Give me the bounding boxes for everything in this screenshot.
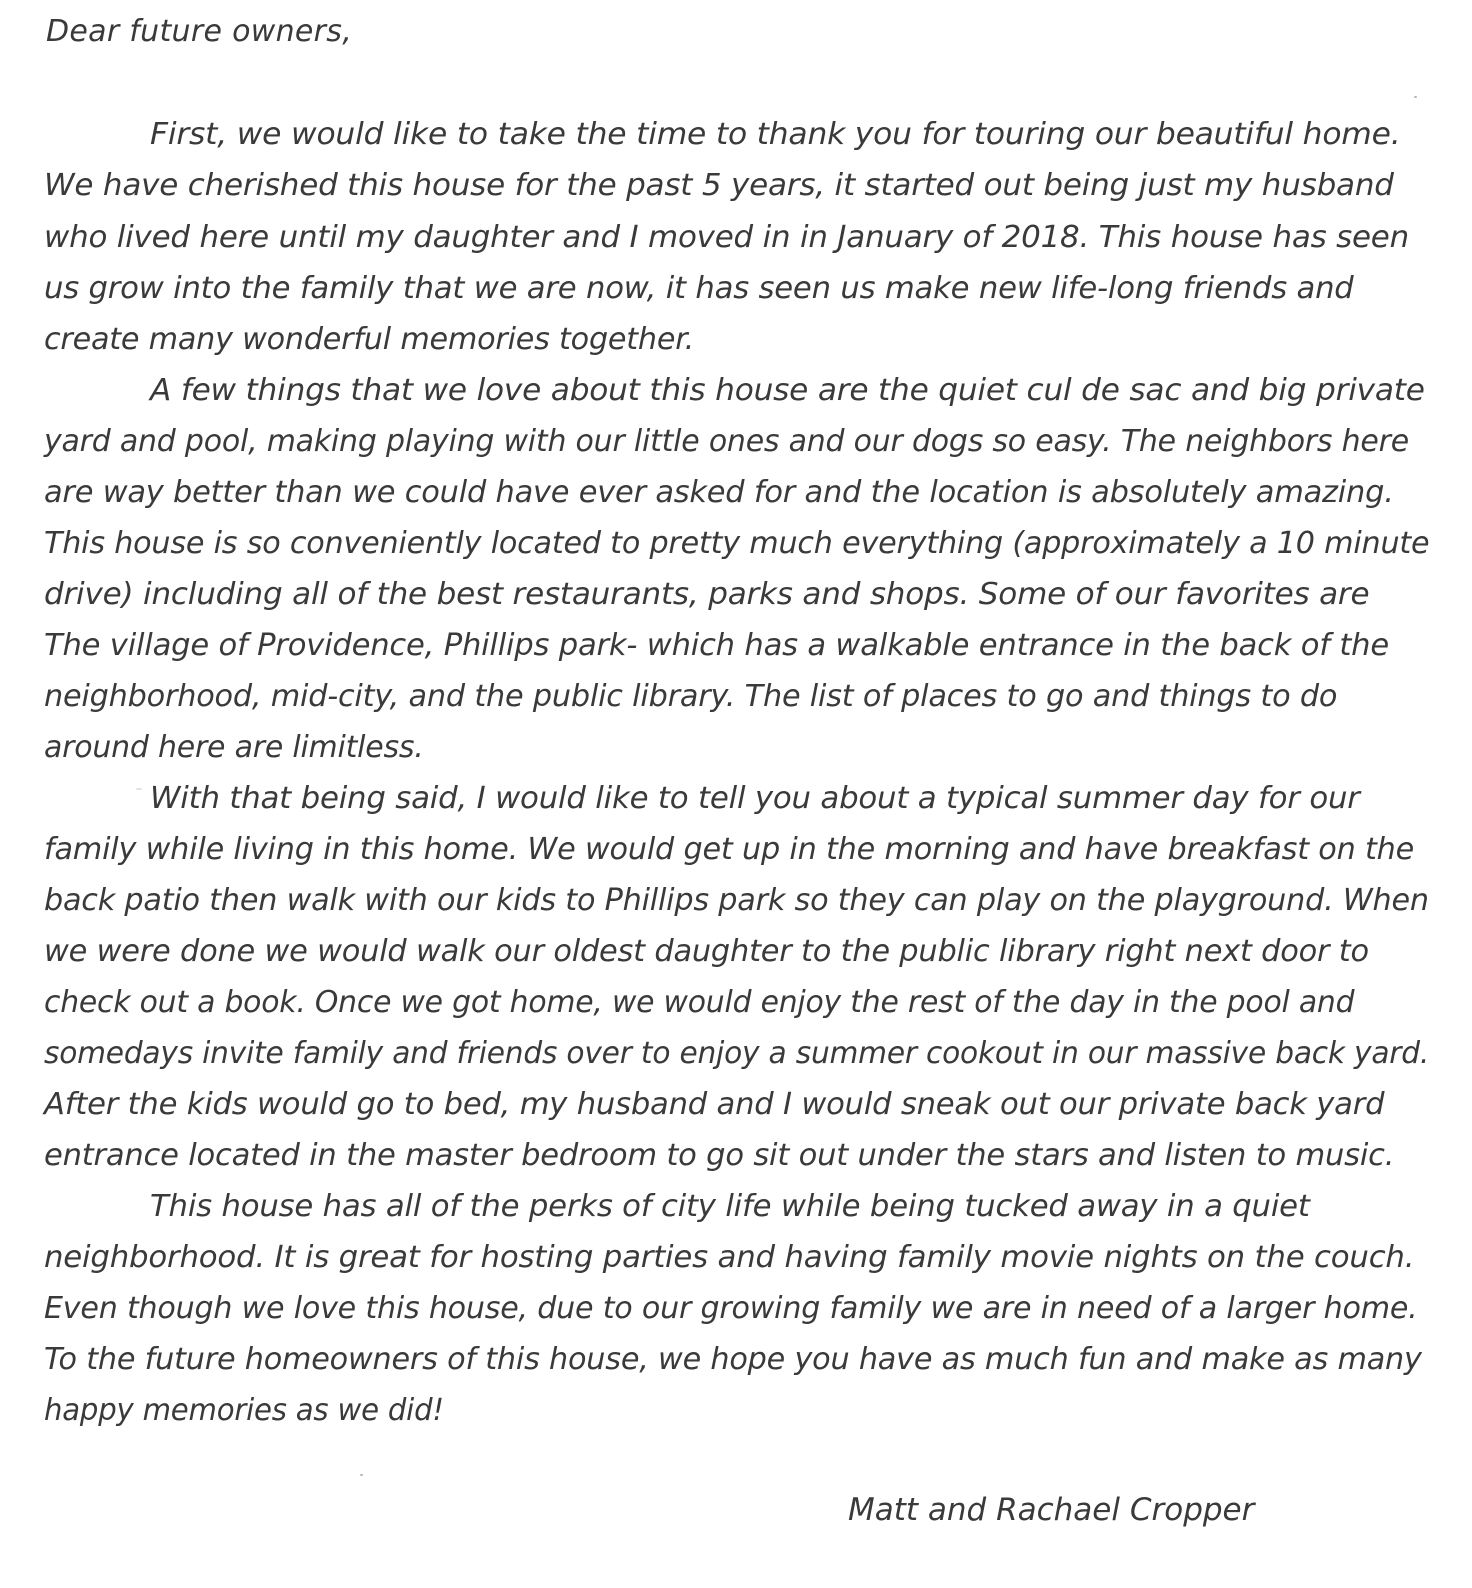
- letter-line: This house is so conveniently located to pretty much everything (approximately a 10 minute: [44, 526, 1430, 561]
- letter-line: To the future homeowners of this house, we hope you have as much fun and make as many: [44, 1342, 1422, 1377]
- letter-line: The village of Providence, Phillips park- which has a walkable entrance in the back of the: [44, 628, 1389, 663]
- letter-line: happy memories as we did!: [44, 1393, 444, 1428]
- letter-signature: Matt and Rachael Cropper: [848, 1492, 1255, 1528]
- letter-line: A few things that we love about this house are the quiet cul de sac and big private: [150, 373, 1425, 408]
- letter-line: back patio then walk with our kids to Phillips park so they can play on the playground. When: [44, 883, 1429, 918]
- paper-speck: [360, 1474, 363, 1476]
- letter-line: around here are limitless.: [44, 730, 424, 765]
- letter-line: create many wonderful memories together.: [44, 322, 695, 357]
- letter-line: neighborhood, mid-city, and the public library. The list of places to go and things to do: [44, 679, 1338, 714]
- letter-line: us grow into the family that we are now, it has seen us make new life-long friends and: [44, 271, 1354, 306]
- paper-speck: [136, 788, 142, 790]
- letter-line: neighborhood. It is great for hosting parties and having family movie nights on the couch.: [44, 1240, 1415, 1275]
- letter-salutation: Dear future owners,: [46, 14, 353, 49]
- letter-line: who lived here until my daughter and I moved in in January of 2018. This house has seen: [44, 220, 1409, 255]
- paper-speck: [1414, 96, 1417, 98]
- letter-line: drive) including all of the best restaurants, parks and shops. Some of our favorites are: [44, 577, 1370, 612]
- letter-line: entrance located in the master bedroom to go sit out under the stars and listen to music.: [44, 1138, 1395, 1173]
- letter-line: family while living in this home. We would get up in the morning and have breakfast on the: [44, 832, 1415, 867]
- letter-line: We have cherished this house for the past 5 years, it started out being just my husband: [44, 168, 1394, 203]
- letter-line: somedays invite family and friends over to enjoy a summer cookout in our massive back yard.: [44, 1036, 1430, 1071]
- letter-line: yard and pool, making playing with our little ones and our dogs so easy. The neighbors here: [44, 424, 1409, 459]
- letter-line: This house has all of the perks of city life while being tucked away in a quiet: [150, 1189, 1310, 1224]
- letter-line: With that being said, I would like to tell you about a typical summer day for our: [150, 781, 1360, 816]
- letter-line: First, we would like to take the time to thank you for touring our beautiful home.: [150, 117, 1401, 152]
- letter-line: we were done we would walk our oldest daughter to the public library right next door to: [44, 934, 1369, 969]
- letter-line: check out a book. Once we got home, we would enjoy the rest of the day in the pool and: [44, 985, 1355, 1020]
- letter-line: are way better than we could have ever asked for and the location is absolutely amazing.: [44, 475, 1394, 510]
- letter-line: Even though we love this house, due to our growing family we are in need of a larger home.: [44, 1291, 1418, 1326]
- letter-line: After the kids would go to bed, my husband and I would sneak out our private back yard: [44, 1087, 1385, 1122]
